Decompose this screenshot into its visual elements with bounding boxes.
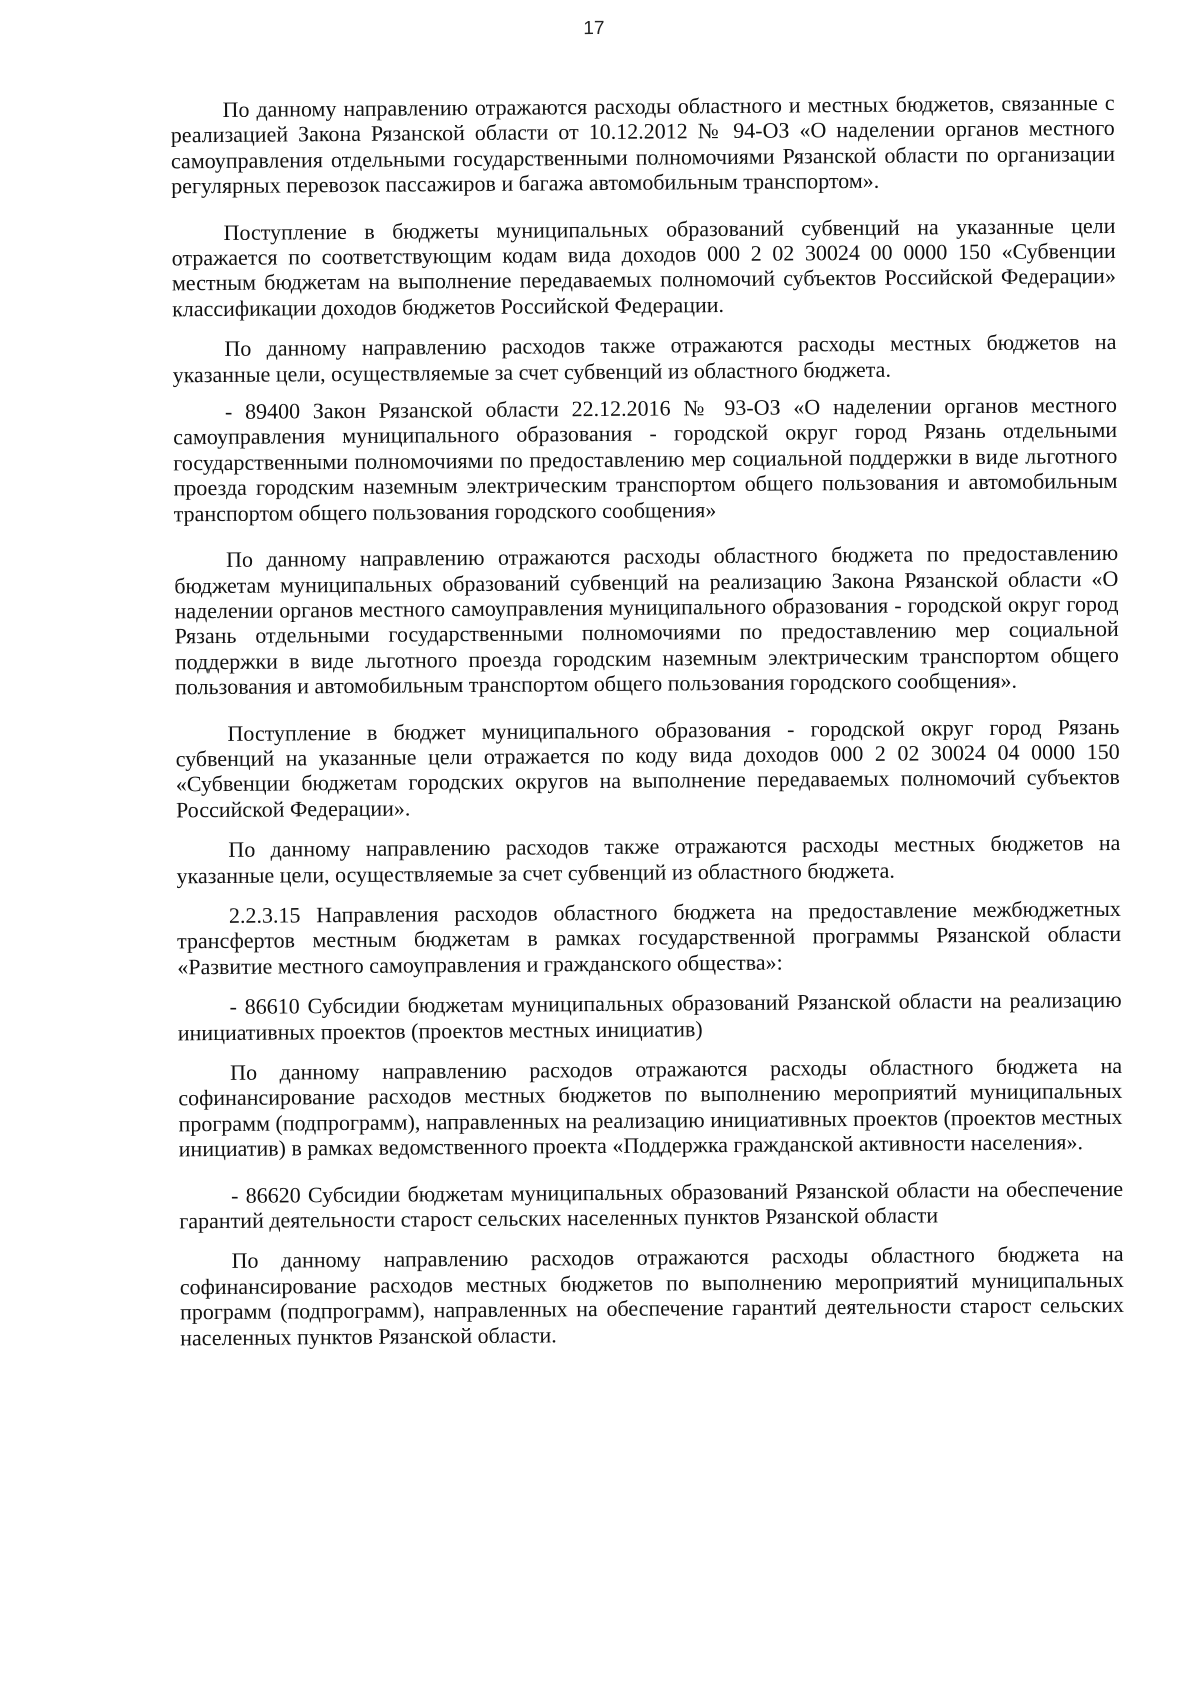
paragraph-subvention-income-codes: Поступление в бюджеты муниципальных образований субвенций на указанные цели отражается по соответствующим кодам вида доходов 000 2 02 30024 00 0000 150 «Субвенции местным бюджетам на выполнение передаваемых полномочий субъектов Российской Федерации» классификации доходов бюджетов Российской Федерации.: [171, 212, 1116, 322]
paragraph-section-2-2-3-15: 2.2.3.15 Направления расходов областного бюджета на предоставление межбюджетных трансфертов местным бюджетам в рамках государственной программы Рязанской области «Развитие местного самоуправления и гражданского общества»:: [176, 895, 1122, 980]
paragraph-item-86610: - 86610 Субсидии бюджетам муниципальных образований Рязанской области на реализацию инициативных проектов (проектов местных инициатив): [177, 987, 1122, 1045]
paragraph-law-94-oz-expenses: По данному направлению отражаются расходы областного и местных бюджетов, связанные с реализацией Закона Рязанской области от 10.12.2012 № 94-ОЗ «О наделении органов местного самоуправления отдельными государственными полномочиями Рязанской области по организации регулярных перевозок пассажиров и багажа автомобильным транспортом».: [170, 89, 1116, 199]
paragraph-local-budget-expenses-2: По данному направлению расходов также отражаются расходы местных бюджетов на указанные цели, осуществляемые за счет субвенций из областного бюджета.: [176, 830, 1121, 888]
paragraph-ryazan-subvention-expenses: По данному направлению отражаются расходы областного бюджета по предоставлению бюджетам муниципальных образований субвенций на реализацию Закона Рязанской области «О наделении органов местного самоуправления муниципального образования - городской округ город Рязань отдельными государственными полномочиями по предоставлению мер социальной поддержки в виде льготного проезда городским наземным электрическим транспортом общего пользования и автомобильным транспортом общего пользования городского сообщения».: [174, 540, 1119, 700]
page-number: 17: [583, 17, 605, 40]
paragraph-item-89400: - 89400 Закон Рязанской области 22.12.2016 № 93-ОЗ «О наделении органов местного самоуправления муниципального образования - городской округ город Рязань отдельными государственными полномочиями по предоставлению мер социальной поддержки в виде льготного проезда городским наземным электрическим транспортом общего пользования и автомобильным транспортом общего пользования городского сообщения»: [173, 391, 1118, 527]
paragraph-initiative-projects-cofinancing: По данному направлению расходов отражаются расходы областного бюджета на софинансирование расходов местных бюджетов по выполнению мероприятий муниципальных программ (подпрограмм), направленных на реализацию инициативных проектов (проектов местных инициатив) в рамках ведомственного проекта «Поддержка гражданской активности населения».: [178, 1052, 1123, 1162]
document-body: [170, 90, 1124, 1350]
paragraph-ryazan-income-code: Поступление в бюджет муниципального образования - городской округ город Рязань субвенций на указанные цели отражается по коду вида доходов 000 2 02 30024 04 0000 150 «Субвенции бюджетам городских округов на выполнение передаваемых полномочий субъектов Российской Федерации».: [175, 713, 1120, 823]
paragraph-item-86620: - 86620 Субсидии бюджетам муниципальных образований Рязанской области на обеспечение гарантий деятельности старост сельских населенных пунктов Рязанской области: [179, 1175, 1124, 1234]
paragraph-local-budget-expenses: По данному направлению расходов также отражаются расходы местных бюджетов на указанные цели, осуществляемые за счет субвенций из областного бюджета.: [172, 329, 1117, 387]
paragraph-village-elders-cofinancing: По данному направлению расходов отражаются расходы областного бюджета на софинансирование расходов местных бюджетов по выполнению мероприятий муниципальных программ (подпрограмм), направленных на обеспечение гарантий деятельности старост сельских населенных пунктов Рязанской области.: [179, 1241, 1125, 1350]
